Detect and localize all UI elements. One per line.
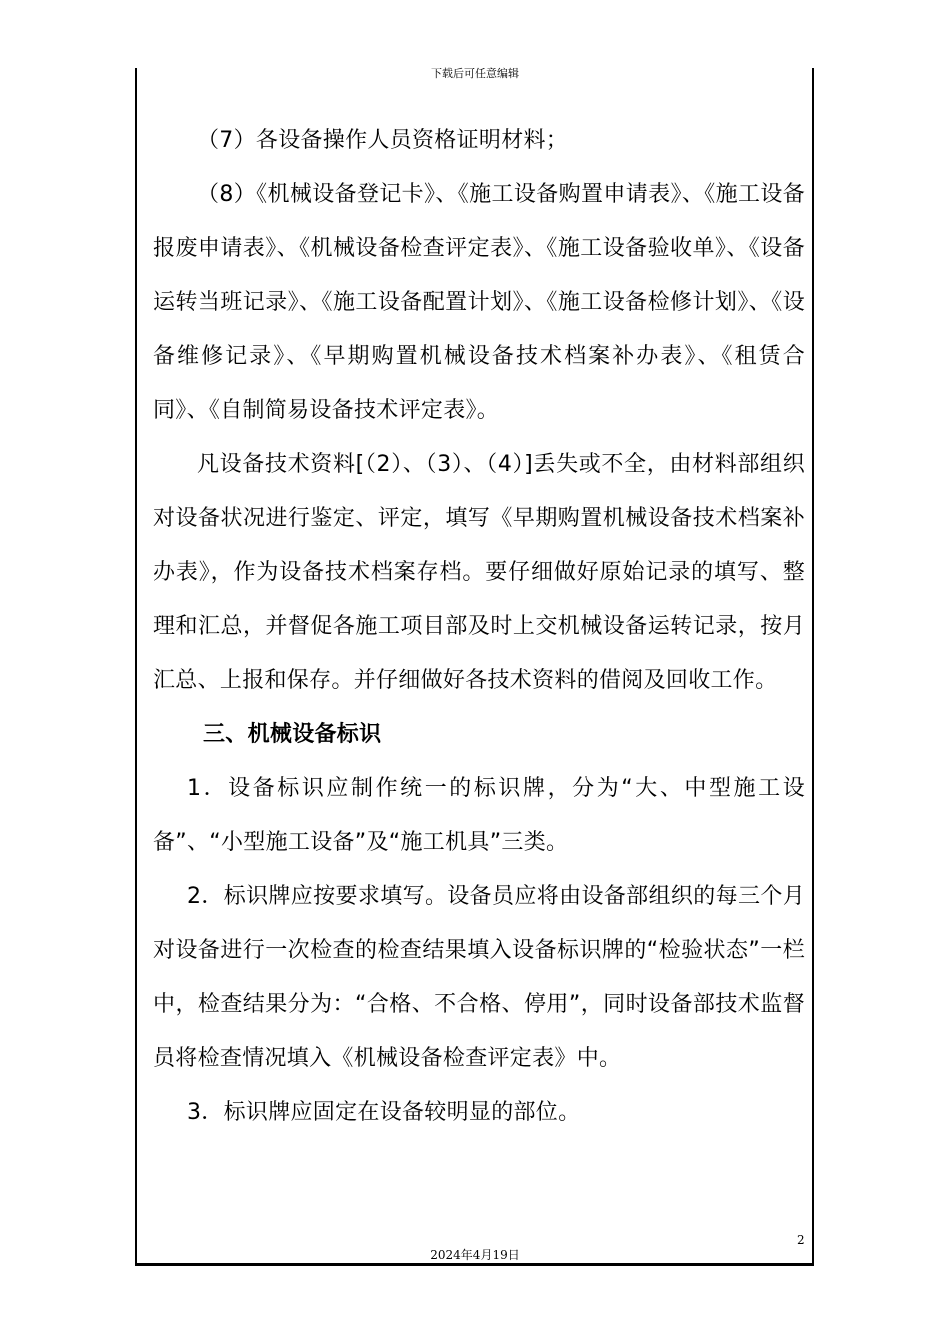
paragraph-item-7: （7）各设备操作人员资格证明材料； (197, 128, 569, 153)
footer-date: 2024年4月19日 (430, 1248, 520, 1262)
page-border-right (812, 68, 814, 1265)
page-number: 2 (797, 1233, 805, 1247)
header-note: 下载后可任意编辑 (431, 67, 519, 80)
paragraph-item-8: （8）《机械设备登记卡》、《施工设备购置申请表》、《施工设备报废申请表》、《机械设备检查评定表》、《施工设备验收单》、《设备运转当班记录》、《施工设备配置计划》、《施工设备检修计划》、《设备维修记录》、《早期购置机械设备技术档案补办表》、《租赁合同》、《自制简易设备技术评定表》。 (153, 182, 805, 423)
page-border-bottom (135, 1263, 814, 1266)
document-body (153, 114, 805, 1140)
section-heading: 三、机械设备标识 (203, 722, 382, 747)
paragraph-rule-1: 1．设备标识应制作统一的标识牌，分为“大、中型施工设备”、“小型施工设备”及“施工机具”三类。 (153, 776, 805, 855)
paragraph-rule-2: 2．标识牌应按要求填写。设备员应将由设备部组织的每三个月对设备进行一次检查的检查结果填入设备标识牌的“检验状态”一栏中，检查结果分为：“合格、不合格、停用”，同时设备部技术监督员将检查情况填入《机械设备检查评定表》中。 (153, 884, 805, 1071)
paragraph-missing-data: 凡设备技术资料[（2）、（3）、（4）]丢失或不全，由材料部组织对设备状况进行鉴定、评定，填写《早期购置机械设备技术档案补办表》，作为设备技术档案存档。要仔细做好原始记录的填写、整理和汇总，并督促各施工项目部及时上交机械设备运转记录，按月汇总、上报和保存。并仔细做好各技术资料的借阅及回收工作。 (153, 452, 805, 693)
page-border-left (135, 68, 137, 1265)
paragraph-rule-3: 3．标识牌应固定在设备较明显的部位。 (187, 1100, 581, 1125)
